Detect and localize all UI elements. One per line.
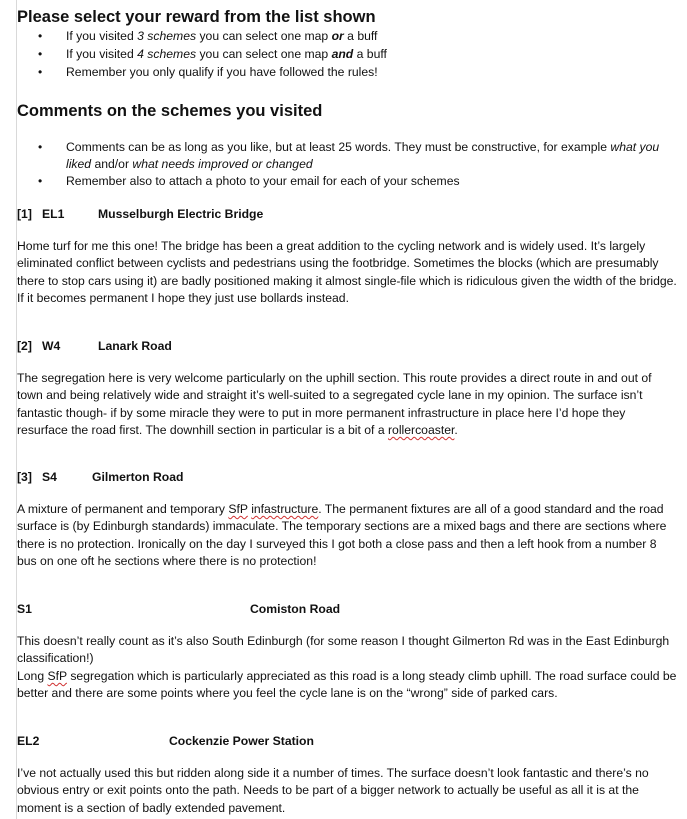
- comments-bullet-1: Comments can be as long as you like, but at least 25 words. They must be constructive, for example what you liked and/or what needs improved or changed: [66, 140, 660, 171]
- spelling-flag: SfP: [47, 668, 67, 683]
- spelling-flag: SfP: [228, 502, 248, 516]
- scheme-name: Lanark Road: [98, 339, 172, 353]
- bullet-icon: •: [38, 174, 43, 188]
- scheme-code: EL2: [17, 734, 40, 748]
- reward-bullet-3: Remember you only qualify if you have followed the rules!: [66, 65, 378, 79]
- scheme-comment: A mixture of permanent and temporary SfP infastructure. The permanent fixtures are all of a good standard and the road surface is (by Edinburgh standards) immaculate. The temporary sections are a mixed bags and there are sections where there is no protection. Ironically on the day I surveyed this I got both a close pass and then a left hook from a number 8 bus on one oft he sections where there is no protection!: [17, 502, 667, 569]
- comments-bullet-2: Remember also to attach a photo to your email for each of your schemes: [66, 174, 460, 188]
- scheme-code: W4: [42, 339, 61, 353]
- scheme-comment: The segregation here is very welcome particularly on the uphill section. This route provides a direct route in and out of town and being relatively wide and straight it’s well-suited to a segregated cycle lane in my opinion. The surface isn’t fantastic though- if by some miracle they were to put in more permanent infrastructure in place here I’d hope they resurface the road first. The downhill section in particular is a bit of a rollercoaster.: [17, 371, 652, 438]
- reward-heading: Please select your reward from the list shown: [17, 8, 376, 26]
- scheme-name: Cockenzie Power Station: [169, 734, 314, 748]
- scheme-comment: I’ve not actually used this but ridden along side it a number of times. The surface doesn’t look fantastic and there’s no obvious entry or exit points onto the path. Needs to be part of a bigger network to actually be useful as all it is at the moment is a section of badly extended pavement.: [17, 766, 649, 815]
- scheme-code: S4: [42, 470, 57, 484]
- spelling-flag: infastructure: [251, 502, 319, 516]
- spelling-flag: rollercoaster: [388, 423, 455, 438]
- scheme-number: [3]: [17, 470, 32, 484]
- reward-bullet-1: If you visited 3 schemes you can select one map or a buff: [66, 29, 378, 43]
- scheme-name: Gilmerton Road: [92, 470, 184, 484]
- scheme-code: S1: [17, 602, 32, 616]
- scheme-comment: This doesn’t really count as it’s also South Edinburgh (for some reason I thought Gilmerton Rd was in the East Edinburgh classification!) Long SfP segregation which is particularly appreciated as this road is a long steady climb uphill. The road surface could be better and there are some points where you feel the cycle lane is on the “wrong” side of parked cars.: [17, 634, 677, 701]
- reward-bullet-2: If you visited 4 schemes you can select one map and a buff: [66, 47, 387, 61]
- bullet-icon: •: [38, 29, 43, 43]
- scheme-number: [1]: [17, 207, 32, 221]
- bullet-icon: •: [38, 47, 43, 61]
- comments-heading: Comments on the schemes you visited: [17, 102, 323, 120]
- scheme-comment: Home turf for me this one! The bridge has been a great addition to the cycling network and is widely used. It’s largely eliminated conflict between cyclists and pedestrians using the footbridge. Sometimes the blocks (which are presumably there to stop cars using it) are badly positioned making it almost single-file which is ridiculous given the width of the bridge. If it becomes permanent I hope they just use bollards instead.: [17, 239, 677, 306]
- bullet-icon: •: [38, 140, 43, 154]
- scheme-code: EL1: [42, 207, 65, 221]
- scheme-name: Comiston Road: [250, 602, 341, 616]
- scheme-number: [2]: [17, 339, 32, 353]
- scheme-name: Musselburgh Electric Bridge: [98, 207, 264, 221]
- bullet-icon: •: [38, 65, 43, 79]
